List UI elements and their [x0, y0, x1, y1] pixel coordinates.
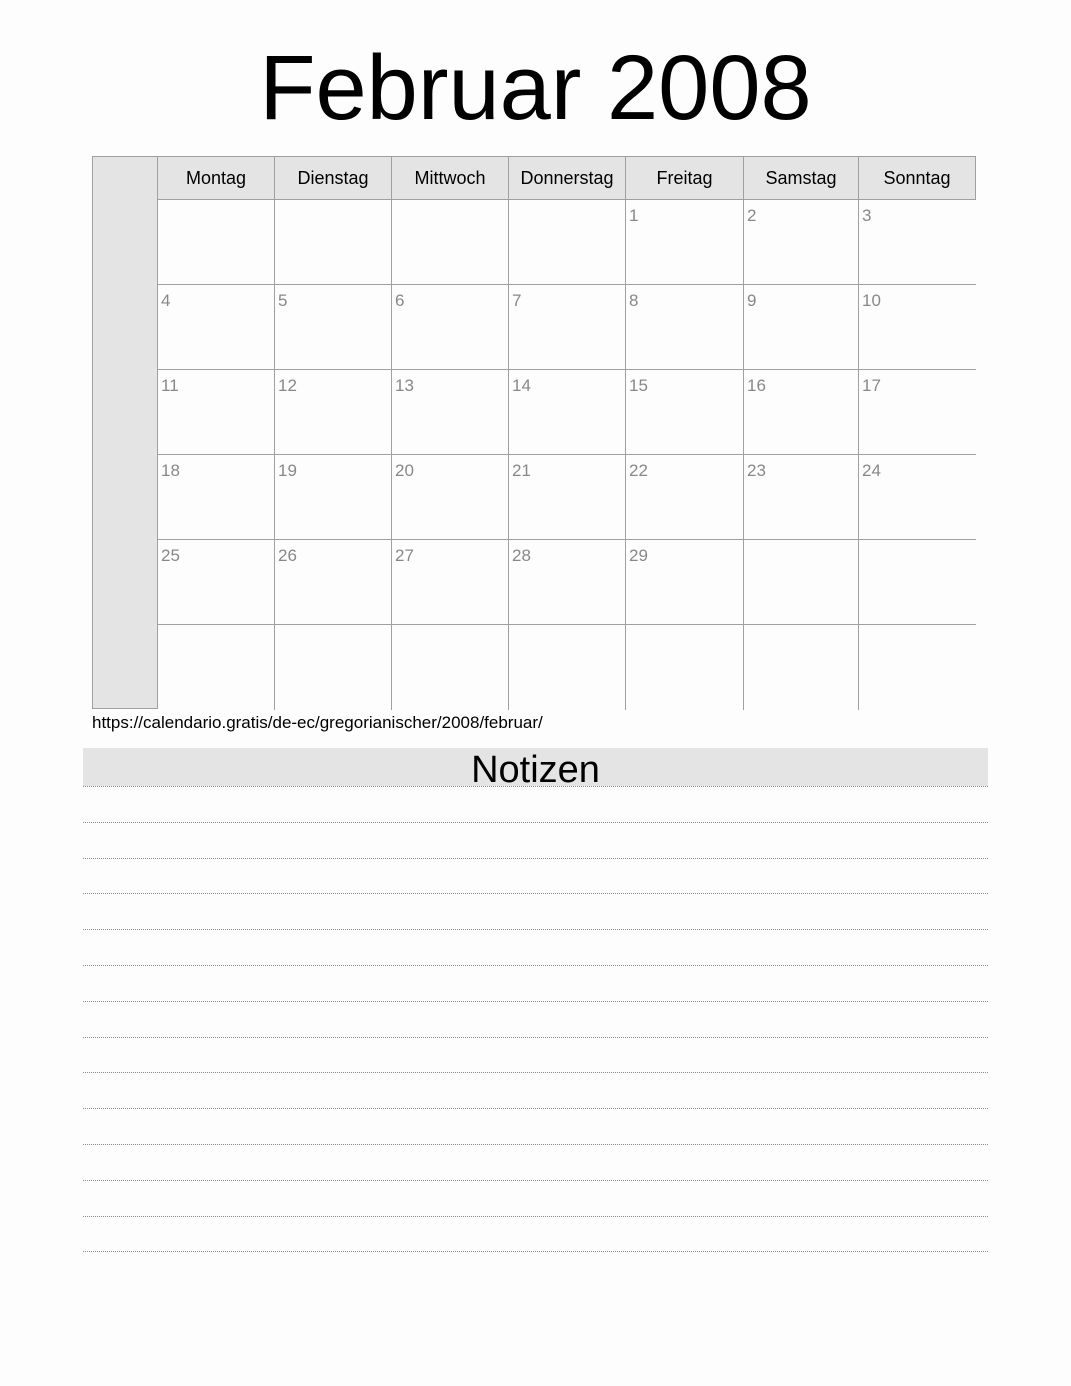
note-line[interactable] — [83, 1216, 988, 1217]
note-line[interactable] — [83, 1144, 988, 1145]
weekday-header: Samstag — [744, 157, 859, 200]
day-cell[interactable] — [392, 370, 509, 455]
day-cell[interactable] — [392, 200, 509, 285]
day-cell[interactable] — [859, 370, 976, 455]
note-line[interactable] — [83, 1180, 988, 1181]
day-cell[interactable] — [859, 540, 976, 625]
day-cell[interactable] — [744, 625, 859, 710]
day-number: 22 — [629, 461, 648, 480]
day-cell[interactable] — [626, 370, 744, 455]
day-cell[interactable] — [744, 370, 859, 455]
day-cell[interactable] — [275, 370, 392, 455]
day-cell[interactable] — [392, 455, 509, 540]
day-number: 20 — [395, 461, 414, 480]
day-cell[interactable] — [744, 540, 859, 625]
day-number: 28 — [512, 546, 531, 565]
day-cell[interactable] — [158, 285, 275, 370]
day-number: 10 — [862, 291, 881, 310]
day-number: 13 — [395, 376, 414, 395]
day-cell[interactable] — [509, 455, 626, 540]
day-number: 15 — [629, 376, 648, 395]
note-line[interactable] — [83, 1108, 988, 1109]
day-cell[interactable] — [744, 285, 859, 370]
page-title: Februar 2008 — [259, 37, 812, 139]
day-number: 6 — [395, 291, 405, 310]
day-cell[interactable] — [626, 455, 744, 540]
day-cell[interactable] — [275, 540, 392, 625]
day-cell[interactable] — [158, 200, 275, 285]
notes-header: Notizen — [83, 748, 988, 786]
day-cell[interactable] — [275, 200, 392, 285]
weekday-header: Montag — [158, 157, 275, 200]
note-line[interactable] — [83, 1001, 988, 1002]
day-cell[interactable] — [275, 625, 392, 710]
note-line[interactable] — [83, 1037, 988, 1038]
day-cell[interactable] — [392, 625, 509, 710]
day-number: 7 — [512, 291, 522, 310]
note-line[interactable] — [83, 965, 988, 966]
day-number: 11 — [161, 376, 179, 395]
day-cell[interactable] — [509, 370, 626, 455]
day-number: 4 — [161, 291, 171, 310]
day-cell[interactable] — [626, 200, 744, 285]
day-cell[interactable] — [626, 540, 744, 625]
day-cell[interactable] — [158, 455, 275, 540]
source-url: https://calendario.gratis/de-ec/gregorianischer/2008/februar/ — [92, 713, 543, 732]
day-cell[interactable] — [859, 285, 976, 370]
weekday-header: Donnerstag — [509, 157, 626, 200]
day-number: 29 — [629, 546, 648, 565]
day-number: 17 — [862, 376, 881, 395]
day-cell[interactable] — [158, 625, 275, 710]
note-line[interactable] — [83, 1072, 988, 1073]
day-cell[interactable] — [509, 625, 626, 710]
day-cell[interactable] — [509, 200, 626, 285]
day-number: 1 — [629, 206, 639, 225]
day-cell[interactable] — [626, 625, 744, 710]
weekday-header: Sonntag — [859, 157, 976, 200]
day-number: 25 — [161, 546, 180, 565]
week-number-column — [93, 157, 158, 708]
day-number: 5 — [278, 291, 288, 310]
weekday-header: Dienstag — [275, 157, 392, 200]
day-cell[interactable] — [158, 370, 275, 455]
note-line[interactable] — [83, 822, 988, 823]
day-number: 19 — [278, 461, 297, 480]
day-cell[interactable] — [859, 200, 976, 285]
day-cell[interactable] — [275, 285, 392, 370]
weekday-header: Mittwoch — [392, 157, 509, 200]
day-cell[interactable] — [509, 285, 626, 370]
note-line[interactable] — [83, 893, 988, 894]
day-number: 16 — [747, 376, 766, 395]
day-number: 14 — [512, 376, 531, 395]
day-number: 18 — [161, 461, 180, 480]
day-cell[interactable] — [392, 285, 509, 370]
day-number: 8 — [629, 291, 639, 310]
day-cell[interactable] — [158, 540, 275, 625]
note-line[interactable] — [83, 929, 988, 930]
day-cell[interactable] — [626, 285, 744, 370]
day-cell[interactable] — [275, 455, 392, 540]
day-number: 27 — [395, 546, 414, 565]
note-line[interactable] — [83, 786, 988, 787]
day-number: 23 — [747, 461, 766, 480]
day-number: 12 — [278, 376, 297, 395]
day-cell[interactable] — [859, 455, 976, 540]
day-cell[interactable] — [392, 540, 509, 625]
note-line[interactable] — [83, 858, 988, 859]
day-number: 9 — [747, 291, 757, 310]
day-cell[interactable] — [744, 455, 859, 540]
day-cell[interactable] — [859, 625, 976, 710]
day-number: 3 — [862, 206, 872, 225]
note-line[interactable] — [83, 1251, 988, 1252]
day-number: 26 — [278, 546, 297, 565]
day-cell[interactable] — [509, 540, 626, 625]
weekday-header: Freitag — [626, 157, 744, 200]
day-number: 21 — [512, 461, 531, 480]
day-cell[interactable] — [744, 200, 859, 285]
day-number: 24 — [862, 461, 881, 480]
day-number: 2 — [747, 206, 757, 225]
calendar-grid — [92, 156, 976, 709]
